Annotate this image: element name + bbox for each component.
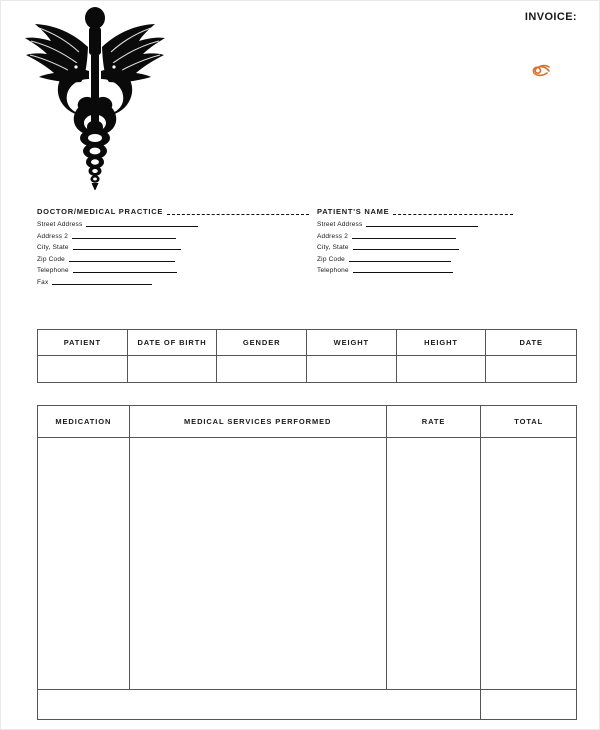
doctor-city-state-label: City, State — [37, 244, 69, 251]
cell-date[interactable] — [486, 356, 576, 382]
doctor-practice-name-input[interactable] — [167, 214, 309, 215]
doctor-street-address-row — [37, 221, 307, 228]
doctor-practice-title — [37, 207, 307, 216]
patient-details-table — [37, 329, 577, 383]
column-header-height: HEIGHT — [397, 330, 487, 355]
doctor-telephone-label: Telephone — [37, 267, 69, 274]
doctor-practice-title-label: DOCTOR/MEDICAL PRACTICE — [37, 207, 164, 216]
doctor-city-state-row — [37, 244, 307, 251]
patient-address2-row — [317, 233, 567, 240]
doctor-city-state-input[interactable] — [73, 249, 181, 250]
column-header-patient: PATIENT — [38, 330, 128, 355]
doctor-practice-block — [37, 207, 307, 290]
patient-city-state-input[interactable] — [353, 249, 459, 250]
doctor-fax-row — [37, 279, 307, 286]
cell-weight[interactable] — [307, 356, 397, 382]
patient-zip-code-label: Zip Code — [317, 255, 345, 263]
patient-name-title-label: PATIENT'S NAME — [317, 207, 390, 216]
doctor-telephone-input[interactable] — [73, 272, 177, 273]
patient-telephone-row — [317, 267, 567, 274]
doctor-telephone-row — [37, 267, 307, 274]
column-header-gender: GENDER — [217, 330, 307, 355]
patient-telephone-label: Telephone — [317, 267, 349, 274]
invoice-label: INVOICE: — [524, 11, 577, 23]
patient-info-block — [317, 207, 567, 279]
services-total-row — [38, 690, 576, 719]
doctor-zip-code-row — [37, 256, 307, 263]
cell-total-row-label[interactable] — [38, 690, 481, 719]
caduceus-icon — [15, 5, 175, 190]
services-entry-row — [38, 438, 576, 690]
cell-rate[interactable] — [387, 438, 482, 689]
patient-city-state-label: City, State — [317, 244, 349, 251]
patient-details-header-row — [38, 330, 576, 356]
cell-patient[interactable] — [38, 356, 128, 382]
cell-height[interactable] — [397, 356, 487, 382]
patient-zip-code-row — [317, 256, 567, 263]
column-header-rate: RATE — [387, 406, 482, 437]
doctor-zip-code-label: Zip Code — [37, 255, 65, 263]
cell-total-row-amount[interactable] — [481, 690, 576, 719]
doctor-address2-label: Address 2 — [37, 232, 69, 240]
services-line-items-table — [37, 405, 577, 720]
patient-street-address-input[interactable] — [366, 226, 478, 227]
doctor-street-address-input[interactable] — [86, 226, 198, 227]
patient-name-input[interactable] — [393, 214, 513, 215]
doctor-fax-label: Fax — [37, 278, 49, 286]
column-header-medication: MEDICATION — [38, 406, 130, 437]
invoice-header — [1, 1, 600, 196]
services-header-row — [38, 406, 576, 438]
patient-zip-code-input[interactable] — [349, 261, 451, 262]
patient-street-address-label: Street Address — [317, 221, 363, 228]
patient-telephone-input[interactable] — [353, 272, 453, 273]
column-header-medical-services-performed: MEDICAL SERVICES PERFORMED — [130, 406, 387, 437]
cell-gender[interactable] — [217, 356, 307, 382]
patient-street-address-row — [317, 221, 567, 228]
column-header-weight: WEIGHT — [307, 330, 397, 355]
patient-details-value-row — [38, 356, 576, 382]
orange-squiggle-icon — [530, 60, 554, 80]
column-header-total: TOTAL — [514, 417, 544, 426]
doctor-street-address-label: Street Address — [37, 221, 83, 228]
patient-city-state-row — [317, 244, 567, 251]
patient-address2-label: Address 2 — [317, 232, 349, 240]
cell-date-of-birth[interactable] — [128, 356, 218, 382]
doctor-address2-input[interactable] — [72, 238, 176, 239]
patient-name-title — [317, 207, 567, 216]
patient-address2-input[interactable] — [352, 238, 456, 239]
cell-medication[interactable] — [38, 438, 130, 689]
doctor-zip-code-input[interactable] — [69, 261, 175, 262]
doctor-fax-input[interactable] — [52, 284, 152, 285]
cell-total[interactable] — [481, 438, 576, 689]
column-header-date: DATE — [519, 338, 543, 347]
column-header-date-of-birth: DATE OF BIRTH — [128, 330, 218, 355]
cell-medical-services-performed[interactable] — [130, 438, 387, 689]
doctor-address2-row — [37, 233, 307, 240]
